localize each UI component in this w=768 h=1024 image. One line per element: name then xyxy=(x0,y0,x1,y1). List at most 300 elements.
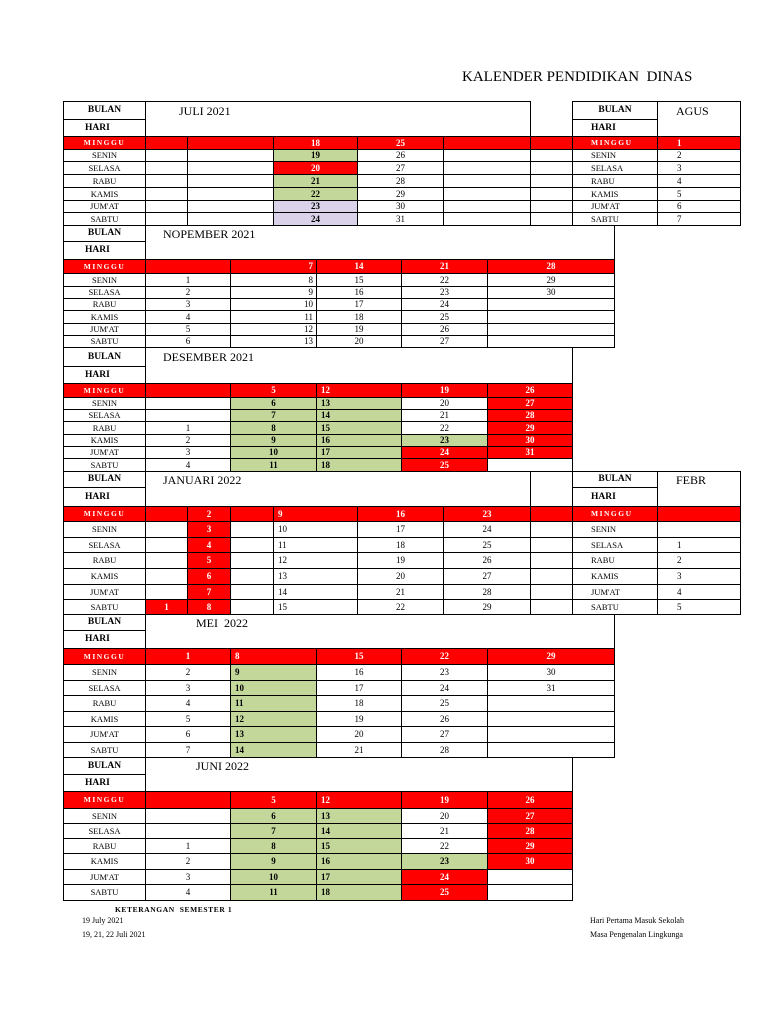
side-panel-2-hari-label: HARI xyxy=(572,487,658,507)
januari-2022-minggu-col-6: 23 xyxy=(443,506,531,522)
juli-2021-selasa-col-3: 20 xyxy=(273,161,358,175)
mei-2022-selasa-col-3: 17 xyxy=(316,680,402,696)
mei-2022-kamis-col-4: 26 xyxy=(401,711,488,727)
juni-2022-jumat-col-4: 24 xyxy=(401,869,488,885)
nopember-2021-sabtu-col-3: 20 xyxy=(316,335,402,348)
side-panel-1-day-rabu: RABU xyxy=(572,174,658,188)
januari-2022-selasa-col-1 xyxy=(145,537,188,553)
nopember-2021-senin-col-5: 29 xyxy=(487,273,615,287)
juni-2022-day-jumat: JUM'AT xyxy=(63,869,146,885)
juni-2022-rabu-col-4: 22 xyxy=(401,838,488,854)
nopember-2021-senin-col-1: 1 xyxy=(145,273,231,287)
side-panel-1-day-selasa: SELASA xyxy=(572,161,658,175)
side-panel-2-day-sabtu: SABTU xyxy=(572,599,658,615)
juli-2021-rabu-col-6 xyxy=(530,174,573,188)
juni-2022-kamis-col-4: 23 xyxy=(401,853,488,870)
juli-2021-selasa-col-2 xyxy=(187,161,274,175)
desember-2021-day-minggu: MINGGU xyxy=(63,383,146,398)
side-panel-1-rabu-value: 4 xyxy=(657,174,741,188)
januari-2022-day-minggu: MINGGU xyxy=(63,506,146,522)
juli-2021-day-minggu: MINGGU xyxy=(63,136,146,150)
juli-2021-jumat-col-4: 30 xyxy=(357,200,444,213)
side-panel-2-minggu-value xyxy=(657,506,741,522)
nopember-2021-day-rabu: RABU xyxy=(63,298,146,311)
januari-2022-day-sabtu: SABTU xyxy=(63,599,146,615)
side-panel-1-day-senin: SENIN xyxy=(572,149,658,162)
juli-2021-day-selasa: SELASA xyxy=(63,161,146,175)
desember-2021-day-senin: SENIN xyxy=(63,397,146,410)
document-title: KALENDER PENDIDIKAN DINAS xyxy=(462,69,693,85)
mei-2022-senin-col-5: 30 xyxy=(487,664,615,681)
januari-2022-minggu-col-3 xyxy=(230,506,274,522)
nopember-2021-senin-col-3: 15 xyxy=(316,273,402,287)
juli-2021-rabu-col-4: 28 xyxy=(357,174,444,188)
juni-2022-senin-col-5: 27 xyxy=(487,808,573,824)
juni-2022-minggu-col-2: 5 xyxy=(230,791,317,809)
legend-date-1: 19 July 2021 xyxy=(82,916,124,925)
januari-2022-rabu-col-6: 26 xyxy=(443,552,531,569)
nopember-2021-senin-col-4: 22 xyxy=(401,273,488,287)
desember-2021-jumat-col-2: 10 xyxy=(230,446,317,459)
side-panel-1-month-box xyxy=(657,101,741,137)
januari-2022-jumat-col-7 xyxy=(530,584,573,600)
januari-2022-jumat-col-3 xyxy=(230,584,274,600)
juli-2021-kamis-col-2 xyxy=(187,187,274,201)
desember-2021-minggu-col-1 xyxy=(145,383,231,398)
juli-2021-minggu-col-5 xyxy=(443,136,531,150)
mei-2022-hari-label: HARI xyxy=(63,630,146,649)
side-panel-1-bulan-label: BULAN xyxy=(572,101,658,120)
desember-2021-rabu-col-2: 8 xyxy=(230,421,317,435)
side-panel-2-rabu-value: 2 xyxy=(657,552,741,569)
desember-2021-kamis-col-1: 2 xyxy=(145,434,231,447)
side-panel-2-month-box xyxy=(657,471,741,507)
side-panel-2-day-selasa: SELASA xyxy=(572,537,658,553)
mei-2022-rabu-col-1: 4 xyxy=(145,695,231,712)
januari-2022-senin-col-4: 10 xyxy=(273,521,358,538)
mei-2022-minggu-col-4: 22 xyxy=(401,648,488,665)
januari-2022-jumat-col-4: 14 xyxy=(273,584,358,600)
desember-2021-rabu-col-4: 22 xyxy=(401,421,488,435)
side-panel-1-day-kamis: KAMIS xyxy=(572,187,658,201)
januari-2022-sabtu-col-1: 1 xyxy=(145,599,188,615)
desember-2021-sabtu-col-4: 25 xyxy=(401,458,488,472)
juni-2022-minggu-col-1 xyxy=(145,791,231,809)
juli-2021-kamis-col-1 xyxy=(145,187,188,201)
desember-2021-kamis-col-5: 30 xyxy=(487,434,573,447)
juni-2022-sabtu-col-2: 11 xyxy=(230,884,317,901)
nopember-2021-kamis-col-4: 25 xyxy=(401,310,488,324)
juli-2021-selasa-col-1 xyxy=(145,161,188,175)
desember-2021-sabtu-col-5 xyxy=(487,458,573,472)
mei-2022-minggu-col-1: 1 xyxy=(145,648,231,665)
januari-2022-kamis-col-5: 20 xyxy=(357,568,444,585)
januari-2022-kamis-col-3 xyxy=(230,568,274,585)
mei-2022-kamis-col-1: 5 xyxy=(145,711,231,727)
nopember-2021-minggu-col-2: 7 xyxy=(230,259,317,274)
januari-2022-month-box xyxy=(145,471,531,507)
mei-2022-rabu-col-2: 11 xyxy=(230,695,317,712)
juni-2022-kamis-col-5: 30 xyxy=(487,853,573,870)
mei-2022-sabtu-col-3: 21 xyxy=(316,742,402,758)
januari-2022-rabu-col-7 xyxy=(530,552,573,569)
januari-2022-rabu-col-3 xyxy=(230,552,274,569)
mei-2022-senin-col-4: 23 xyxy=(401,664,488,681)
juni-2022-kamis-col-3: 16 xyxy=(316,853,402,870)
juli-2021-senin-col-4: 26 xyxy=(357,149,444,162)
side-panel-2-kamis-value: 3 xyxy=(657,568,741,585)
januari-2022-minggu-col-2: 2 xyxy=(187,506,231,522)
nopember-2021-month-box xyxy=(145,225,615,260)
nopember-2021-jumat-col-1: 5 xyxy=(145,323,231,336)
side-panel-2-jumat-value: 4 xyxy=(657,584,741,600)
side-panel-2-day-kamis: KAMIS xyxy=(572,568,658,585)
side-panel-1-day-sabtu: SABTU xyxy=(572,212,658,226)
januari-2022-sabtu-col-4: 15 xyxy=(273,599,358,615)
side-panel-1-hari-label: HARI xyxy=(572,119,658,137)
desember-2021-sabtu-col-2: 11 xyxy=(230,458,317,472)
juni-2022-jumat-col-1: 3 xyxy=(145,869,231,885)
januari-2022-day-kamis: KAMIS xyxy=(63,568,146,585)
desember-2021-month-box xyxy=(145,347,573,384)
januari-2022-senin-col-2: 3 xyxy=(187,521,231,538)
legend-desc-1: Hari Pertama Masuk Sekolah xyxy=(590,916,684,925)
nopember-2021-selasa-col-3: 16 xyxy=(316,286,402,299)
desember-2021-senin-col-5: 27 xyxy=(487,397,573,410)
juli-2021-rabu-col-5 xyxy=(443,174,531,188)
juni-2022-kamis-col-1: 2 xyxy=(145,853,231,870)
mei-2022-day-selasa: SELASA xyxy=(63,680,146,696)
mei-2022-jumat-col-1: 6 xyxy=(145,726,231,743)
nopember-2021-kamis-col-1: 4 xyxy=(145,310,231,324)
mei-2022-selasa-col-1: 3 xyxy=(145,680,231,696)
januari-2022-minggu-col-5: 16 xyxy=(357,506,444,522)
nopember-2021-day-kamis: KAMIS xyxy=(63,310,146,324)
juni-2022-selasa-col-4: 21 xyxy=(401,823,488,839)
desember-2021-senin-col-2: 6 xyxy=(230,397,317,410)
side-panel-1-sabtu-value: 7 xyxy=(657,212,741,226)
januari-2022-kamis-col-4: 13 xyxy=(273,568,358,585)
juni-2022-day-minggu: MINGGU xyxy=(63,791,146,809)
juni-2022-selasa-col-2: 7 xyxy=(230,823,317,839)
juli-2021-minggu-col-1 xyxy=(145,136,188,150)
januari-2022-sabtu-col-6: 29 xyxy=(443,599,531,615)
mei-2022-rabu-col-3: 18 xyxy=(316,695,402,712)
nopember-2021-minggu-col-5: 28 xyxy=(487,259,615,274)
nopember-2021-kamis-col-5 xyxy=(487,310,615,324)
desember-2021-rabu-col-1: 1 xyxy=(145,421,231,435)
juni-2022-selasa-col-1 xyxy=(145,823,231,839)
mei-2022-senin-col-2: 9 xyxy=(230,664,317,681)
januari-2022-minggu-col-7 xyxy=(530,506,573,522)
desember-2021-senin-col-3: 13 xyxy=(316,397,402,410)
desember-2021-day-selasa: SELASA xyxy=(63,409,146,422)
mei-2022-minggu-col-5: 29 xyxy=(487,648,615,665)
mei-2022-month-box xyxy=(145,614,615,649)
juni-2022-rabu-col-5: 29 xyxy=(487,838,573,854)
juni-2022-sabtu-col-4: 25 xyxy=(401,884,488,901)
mei-2022-jumat-col-4: 27 xyxy=(401,726,488,743)
mei-2022-day-sabtu: SABTU xyxy=(63,742,146,758)
juni-2022-rabu-col-3: 15 xyxy=(316,838,402,854)
juni-2022-jumat-col-3: 17 xyxy=(316,869,402,885)
side-panel-1-senin-value: 2 xyxy=(657,149,741,162)
januari-2022-sabtu-col-5: 22 xyxy=(357,599,444,615)
mei-2022-senin-col-3: 16 xyxy=(316,664,402,681)
januari-2022-kamis-col-2: 6 xyxy=(187,568,231,585)
juli-2021-sabtu-col-2 xyxy=(187,212,274,226)
desember-2021-day-sabtu: SABTU xyxy=(63,458,146,472)
juli-2021-minggu-col-2 xyxy=(187,136,274,150)
juli-2021-month-title: JULI 2021 xyxy=(179,104,231,118)
januari-2022-jumat-col-5: 21 xyxy=(357,584,444,600)
januari-2022-minggu-col-1 xyxy=(145,506,188,522)
januari-2022-selasa-col-3 xyxy=(230,537,274,553)
juli-2021-selasa-col-6 xyxy=(530,161,573,175)
side-panel-1-day-jumat: JUM'AT xyxy=(572,200,658,213)
juli-2021-day-jumat: JUM'AT xyxy=(63,200,146,213)
januari-2022-selasa-col-6: 25 xyxy=(443,537,531,553)
nopember-2021-selasa-col-4: 23 xyxy=(401,286,488,299)
januari-2022-rabu-col-2: 5 xyxy=(187,552,231,569)
juni-2022-day-senin: SENIN xyxy=(63,808,146,824)
side-panel-2-bulan-label: BULAN xyxy=(572,471,658,488)
side-panel-2-sabtu-value: 5 xyxy=(657,599,741,615)
nopember-2021-senin-col-2: 8 xyxy=(230,273,317,287)
juni-2022-minggu-col-4: 19 xyxy=(401,791,488,809)
juni-2022-day-sabtu: SABTU xyxy=(63,884,146,901)
juli-2021-kamis-col-3: 22 xyxy=(273,187,358,201)
desember-2021-jumat-col-3: 17 xyxy=(316,446,402,459)
juni-2022-bulan-label: BULAN xyxy=(63,757,146,775)
mei-2022-selasa-col-4: 24 xyxy=(401,680,488,696)
side-panel-1-day-minggu: MINGGU xyxy=(572,136,658,150)
juni-2022-senin-col-2: 6 xyxy=(230,808,317,824)
januari-2022-rabu-col-5: 19 xyxy=(357,552,444,569)
mei-2022-day-rabu: RABU xyxy=(63,695,146,712)
nopember-2021-selasa-col-1: 2 xyxy=(145,286,231,299)
mei-2022-jumat-col-5 xyxy=(487,726,615,743)
juni-2022-selasa-col-5: 28 xyxy=(487,823,573,839)
juni-2022-rabu-col-1: 1 xyxy=(145,838,231,854)
juli-2021-day-senin: SENIN xyxy=(63,149,146,162)
juni-2022-sabtu-col-1: 4 xyxy=(145,884,231,901)
juli-2021-kamis-col-6 xyxy=(530,187,573,201)
januari-2022-kamis-col-1 xyxy=(145,568,188,585)
juni-2022-rabu-col-2: 8 xyxy=(230,838,317,854)
januari-2022-senin-col-5: 17 xyxy=(357,521,444,538)
nopember-2021-sabtu-col-1: 6 xyxy=(145,335,231,348)
juli-2021-minggu-col-4: 25 xyxy=(357,136,444,150)
mei-2022-rabu-col-4: 25 xyxy=(401,695,488,712)
desember-2021-minggu-col-2: 5 xyxy=(230,383,317,398)
juni-2022-month-title: JUNI 2022 xyxy=(196,759,249,773)
juli-2021-month-box xyxy=(145,101,531,137)
januari-2022-sabtu-col-2: 8 xyxy=(187,599,231,615)
juni-2022-sabtu-col-3: 18 xyxy=(316,884,402,901)
juni-2022-senin-col-1 xyxy=(145,808,231,824)
nopember-2021-rabu-col-4: 24 xyxy=(401,298,488,311)
juli-2021-sabtu-col-1 xyxy=(145,212,188,226)
januari-2022-senin-col-1 xyxy=(145,521,188,538)
side-panel-1-kamis-value: 5 xyxy=(657,187,741,201)
legend-date-2: 19, 21, 22 Juli 2021 xyxy=(82,930,146,939)
januari-2022-jumat-col-2: 7 xyxy=(187,584,231,600)
juli-2021-sabtu-col-4: 31 xyxy=(357,212,444,226)
juli-2021-jumat-col-3: 23 xyxy=(273,200,358,213)
desember-2021-jumat-col-5: 31 xyxy=(487,446,573,459)
desember-2021-bulan-label: BULAN xyxy=(63,347,146,367)
desember-2021-kamis-col-4: 23 xyxy=(401,434,488,447)
desember-2021-kamis-col-2: 9 xyxy=(230,434,317,447)
nopember-2021-day-minggu: MINGGU xyxy=(63,259,146,274)
side-panel-1-month-title: AGUS xyxy=(676,104,709,118)
januari-2022-selasa-col-4: 11 xyxy=(273,537,358,553)
januari-2022-day-senin: SENIN xyxy=(63,521,146,538)
desember-2021-jumat-col-4: 24 xyxy=(401,446,488,459)
nopember-2021-sabtu-col-4: 27 xyxy=(401,335,488,348)
juni-2022-kamis-col-2: 9 xyxy=(230,853,317,870)
januari-2022-sabtu-col-3 xyxy=(230,599,274,615)
mei-2022-minggu-col-2: 8 xyxy=(230,648,317,665)
mei-2022-jumat-col-2: 13 xyxy=(230,726,317,743)
juli-2021-rabu-col-1 xyxy=(145,174,188,188)
januari-2022-sabtu-col-7 xyxy=(530,599,573,615)
mei-2022-day-senin: SENIN xyxy=(63,664,146,681)
mei-2022-rabu-col-5 xyxy=(487,695,615,712)
desember-2021-day-rabu: RABU xyxy=(63,421,146,435)
nopember-2021-jumat-col-2: 12 xyxy=(230,323,317,336)
januari-2022-senin-col-6: 24 xyxy=(443,521,531,538)
juni-2022-day-rabu: RABU xyxy=(63,838,146,854)
nopember-2021-minggu-col-4: 21 xyxy=(401,259,488,274)
januari-2022-senin-col-7 xyxy=(530,521,573,538)
mei-2022-selasa-col-2: 10 xyxy=(230,680,317,696)
mei-2022-kamis-col-2: 12 xyxy=(230,711,317,727)
legend-desc-2: Masa Pengenalan Lingkunga xyxy=(590,930,683,939)
januari-2022-day-jumat: JUM'AT xyxy=(63,584,146,600)
januari-2022-day-rabu: RABU xyxy=(63,552,146,569)
mei-2022-sabtu-col-5 xyxy=(487,742,615,758)
side-panel-2-day-senin: SENIN xyxy=(572,521,658,538)
juni-2022-selasa-col-3: 14 xyxy=(316,823,402,839)
mei-2022-day-kamis: KAMIS xyxy=(63,711,146,727)
januari-2022-selasa-col-7 xyxy=(530,537,573,553)
mei-2022-kamis-col-5 xyxy=(487,711,615,727)
nopember-2021-jumat-col-3: 19 xyxy=(316,323,402,336)
mei-2022-month-title: MEI 2022 xyxy=(196,616,248,630)
nopember-2021-kamis-col-3: 18 xyxy=(316,310,402,324)
juni-2022-minggu-col-5: 26 xyxy=(487,791,573,809)
side-panel-2-senin-value xyxy=(657,521,741,538)
juli-2021-rabu-col-2 xyxy=(187,174,274,188)
nopember-2021-sabtu-col-2: 13 xyxy=(230,335,317,348)
juli-2021-minggu-col-6 xyxy=(530,136,573,150)
juli-2021-sabtu-col-5 xyxy=(443,212,531,226)
mei-2022-day-minggu: MINGGU xyxy=(63,648,146,665)
desember-2021-kamis-col-3: 16 xyxy=(316,434,402,447)
januari-2022-hari-label: HARI xyxy=(63,487,146,507)
januari-2022-rabu-col-1 xyxy=(145,552,188,569)
desember-2021-rabu-col-5: 29 xyxy=(487,421,573,435)
juli-2021-kamis-col-4: 29 xyxy=(357,187,444,201)
desember-2021-rabu-col-3: 15 xyxy=(316,421,402,435)
side-panel-2-selasa-value: 1 xyxy=(657,537,741,553)
juli-2021-rabu-col-3: 21 xyxy=(273,174,358,188)
juni-2022-day-selasa: SELASA xyxy=(63,823,146,839)
januari-2022-kamis-col-6: 27 xyxy=(443,568,531,585)
juli-2021-minggu-col-3: 18 xyxy=(273,136,358,150)
januari-2022-selasa-col-2: 4 xyxy=(187,537,231,553)
desember-2021-selasa-col-3: 14 xyxy=(316,409,402,422)
nopember-2021-day-selasa: SELASA xyxy=(63,286,146,299)
mei-2022-day-jumat: JUM'AT xyxy=(63,726,146,743)
nopember-2021-minggu-col-3: 14 xyxy=(316,259,402,274)
side-panel-1-selasa-value: 3 xyxy=(657,161,741,175)
juli-2021-sabtu-col-6 xyxy=(530,212,573,226)
mei-2022-jumat-col-3: 20 xyxy=(316,726,402,743)
juni-2022-sabtu-col-5 xyxy=(487,884,573,901)
desember-2021-minggu-col-3: 12 xyxy=(316,383,402,398)
juni-2022-senin-col-3: 13 xyxy=(316,808,402,824)
desember-2021-selasa-col-4: 21 xyxy=(401,409,488,422)
desember-2021-minggu-col-5: 26 xyxy=(487,383,573,398)
desember-2021-day-jumat: JUM'AT xyxy=(63,446,146,459)
juli-2021-day-kamis: KAMIS xyxy=(63,187,146,201)
mei-2022-senin-col-1: 2 xyxy=(145,664,231,681)
desember-2021-sabtu-col-3: 18 xyxy=(316,458,402,472)
nopember-2021-day-senin: SENIN xyxy=(63,273,146,287)
nopember-2021-selasa-col-2: 9 xyxy=(230,286,317,299)
januari-2022-rabu-col-4: 12 xyxy=(273,552,358,569)
desember-2021-month-title: DESEMBER 2021 xyxy=(163,350,255,364)
nopember-2021-minggu-col-1 xyxy=(145,259,231,274)
side-panel-2-day-rabu: RABU xyxy=(572,552,658,569)
januari-2022-jumat-col-6: 28 xyxy=(443,584,531,600)
side-panel-2-month-title: FEBR xyxy=(676,473,707,487)
mei-2022-sabtu-col-2: 14 xyxy=(230,742,317,758)
januari-2022-minggu-col-4: 9 xyxy=(273,506,358,522)
side-panel-2-day-minggu: MINGGU xyxy=(572,506,658,522)
desember-2021-day-kamis: KAMIS xyxy=(63,434,146,447)
juli-2021-senin-col-3: 19 xyxy=(273,149,358,162)
nopember-2021-day-jumat: JUM'AT xyxy=(63,323,146,336)
juli-2021-hari-label: HARI xyxy=(63,119,146,137)
side-panel-1-minggu-value: 1 xyxy=(657,136,741,150)
januari-2022-month-title: JANUARI 2022 xyxy=(163,473,242,487)
nopember-2021-rabu-col-2: 10 xyxy=(230,298,317,311)
januari-2022-bulan-label: BULAN xyxy=(63,471,146,488)
desember-2021-selasa-col-2: 7 xyxy=(230,409,317,422)
nopember-2021-selasa-col-5: 30 xyxy=(487,286,615,299)
desember-2021-jumat-col-1: 3 xyxy=(145,446,231,459)
mei-2022-sabtu-col-4: 28 xyxy=(401,742,488,758)
juni-2022-hari-label: HARI xyxy=(63,774,146,792)
nopember-2021-bulan-label: BULAN xyxy=(63,225,146,242)
nopember-2021-jumat-col-4: 26 xyxy=(401,323,488,336)
nopember-2021-rabu-col-3: 17 xyxy=(316,298,402,311)
juli-2021-bulan-label: BULAN xyxy=(63,101,146,120)
juni-2022-day-kamis: KAMIS xyxy=(63,853,146,870)
januari-2022-jumat-col-1 xyxy=(145,584,188,600)
nopember-2021-kamis-col-2: 11 xyxy=(230,310,317,324)
mei-2022-minggu-col-3: 15 xyxy=(316,648,402,665)
juli-2021-selasa-col-4: 27 xyxy=(357,161,444,175)
juli-2021-kamis-col-5 xyxy=(443,187,531,201)
desember-2021-minggu-col-4: 19 xyxy=(401,383,488,398)
januari-2022-senin-col-3 xyxy=(230,521,274,538)
juli-2021-sabtu-col-3: 24 xyxy=(273,212,358,226)
